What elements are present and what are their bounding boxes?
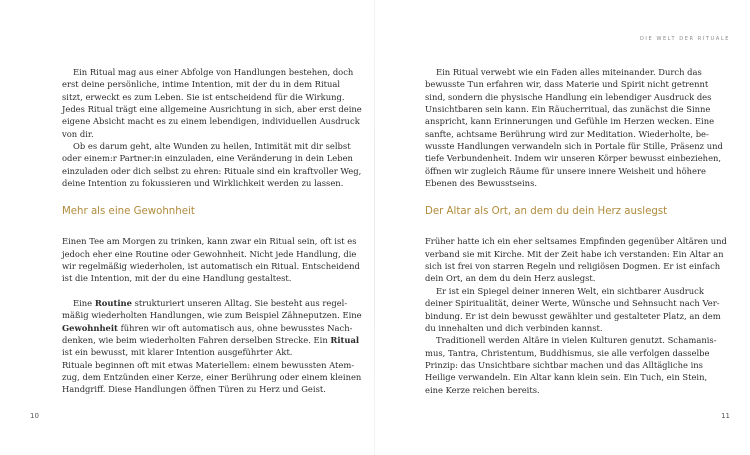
left-intro-paragraph-2 — [62, 140, 362, 189]
text-line: wusste Handlungen verwandeln sich in Portale für Stille, Präsenz und — [425, 141, 723, 152]
text-line: sind, sondern die physische Handlung ein lebendiger Ausdruck des — [425, 91, 712, 102]
text-line: ist ein bewusst, mit klarer Intention ausgeführter Akt. — [62, 347, 293, 358]
text-line: zug, dem Entzünden einer Kerze, einer Berührung oder einem kleinen — [62, 371, 362, 382]
left-text-column — [62, 66, 362, 396]
text-line: bindung. Er ist dein bewusst gewählter und gestalteter Platz, an dem — [425, 310, 721, 321]
text-line: Rituale beginnen oft mit etwas Materiellem: einem bewussten Atem- — [62, 359, 355, 370]
text-line: Früher hatte ich ein eher seltsames Empfinden gegenüber Altären und — [425, 236, 727, 247]
text-line: öffnen wir zugleich Räume für unsere innere Weisheit und höhere — [425, 165, 706, 176]
text-line: Prinzip: das Unsichtbare sichtbar machen und das Alltägliche ins — [425, 359, 703, 370]
page-number-right: 11 — [721, 412, 730, 420]
text-line: sich ist frei von starren Regeln und religiösen Dogmen. Er ist einfach — [425, 261, 721, 272]
text-line: Jedes Ritual trägt eine allgemeine Ausrichtung in sich, aber erst deine — [62, 104, 362, 115]
text-line: bewusste Tun erfahren wir, dass Materie und Spirit nicht getrennt — [425, 79, 709, 90]
right-text-column — [425, 66, 727, 396]
habit-paragraph-1 — [62, 235, 360, 284]
text-line: wir regelmäßig wiederholen, ist automatisch ein Ritual. Entscheidend — [62, 261, 360, 272]
term-gewohnheit: Gewohnheit — [62, 322, 118, 333]
term-ritual: Ritual — [330, 334, 360, 345]
text-line: von dir. — [62, 128, 94, 139]
section-heading-habit: Mehr als eine Gewohnheit — [62, 206, 195, 218]
text-line: eigene Absicht macht es zu einem lebendigen, individuellen Ausdruck — [62, 116, 360, 127]
text-line: tiefe Verbundenheit. Indem wir unseren Körper bewusst einbeziehen, — [425, 153, 722, 164]
text-line: Handgriff. Diese Handlungen öffnen Türen zu Herz und Geist. — [62, 384, 326, 395]
text-line: deiner Spiritualität, deiner Werte, Wünsche und Sehnsucht nach Ver- — [425, 298, 720, 309]
text-line: eine Kerze reichen bereits. — [425, 384, 540, 395]
text-line: sanfte, achtsame Berührung wird zur Meditation. Wiederholte, be- — [425, 128, 709, 139]
text-line: Er ist ein Spiegel deiner inneren Welt, ein sichtbarer Ausdruck — [436, 285, 704, 296]
text-line: Traditionell werden Altäre in vielen Kulturen genutzt. Schamanis- — [436, 335, 717, 346]
altar-paragraph-1 — [425, 235, 727, 284]
text-line: einzuladen oder dich selbst zu ehren: Rituale sind ein kraftvoller Weg, — [62, 165, 362, 176]
altar-paragraph-2 — [425, 285, 721, 334]
text-line: jedoch eher eine Routine oder Gewohnheit. Nicht jede Handlung, die — [62, 248, 357, 259]
text-line: erst deine persönliche, intime Intention, mit der du in dem Ritual — [62, 79, 341, 90]
text-line: verband sie mit Kirche. Mit der Zeit habe ich verstanden: Ein Altar an — [425, 248, 724, 259]
term-routine: Routine — [94, 297, 132, 308]
running-head: DIE WELT DER RITUALE — [639, 36, 730, 42]
text-line: mus, Tantra, Christentum, Buddhismus, sie alle verfolgen dasselbe — [425, 347, 710, 358]
text-line: deine Intention zu fokussieren und Wirklichkeit werden zu lassen. — [62, 178, 344, 189]
text-line: sitzt, erweckt es zum Leben. Sie ist entscheidend für die Wirkung. — [62, 91, 345, 102]
left-intro-paragraph-1 — [62, 66, 362, 140]
altar-paragraph-3 — [425, 334, 717, 396]
text-line: Heilige verwandeln. Ein Altar kann klein sein. Ein Tuch, ein Stein, — [425, 372, 708, 383]
text-line: du innehalten und dich verbinden kannst. — [425, 322, 603, 333]
text-line: Gewohnheit führen wir oft automatisch aus, ohne bewusstes Nach- — [62, 322, 353, 333]
text-line: denken, wie beim wiederholten Fahren derselben Strecke. Ein Ritual — [62, 334, 360, 345]
page-number-left: 10 — [30, 412, 39, 420]
text-line: Ebenen des Bewusstseins. — [425, 178, 538, 189]
text-line: anspricht, kann Erinnerungen und Gefühle im Herzen wecken. Eine — [425, 116, 715, 127]
text-line: Ob es darum geht, alte Wunden zu heilen, Intimität mit dir selbst — [73, 141, 351, 152]
text-line: ist die Intention, mit der du eine Handlung gestaltest. — [62, 273, 292, 284]
right-intro-paragraph — [425, 66, 723, 189]
habit-paragraph-2 — [62, 297, 362, 396]
section-heading-altar: Der Altar als Ort, an dem du dein Herz auslegst — [425, 206, 668, 218]
text-line: Einen Tee am Morgen zu trinken, kann zwar ein Ritual sein, oft ist es — [62, 236, 357, 247]
text-line: Ein Ritual verwebt wie ein Faden alles miteinander. Durch das — [436, 67, 702, 77]
text-line: Ein Ritual mag aus einer Abfolge von Handlungen bestehen, doch — [73, 67, 354, 77]
text-line: Eine Routine strukturiert unseren Alltag. Sie besteht aus regel- — [73, 297, 348, 308]
right-page — [375, 0, 750, 455]
text-line: Unsichtbaren sein kann. Ein Räucherritual, das zunächst die Sinne — [425, 104, 711, 115]
text-line: dein Ort, an dem du dein Herz auslegst. — [425, 273, 596, 284]
text-line: oder einem:r Partner:in einzuladen, eine Veränderung in dein Leben — [62, 153, 353, 164]
text-line: mäßig wiederholten Handlungen, wie zum Beispiel Zähneputzen. Eine — [62, 310, 362, 321]
